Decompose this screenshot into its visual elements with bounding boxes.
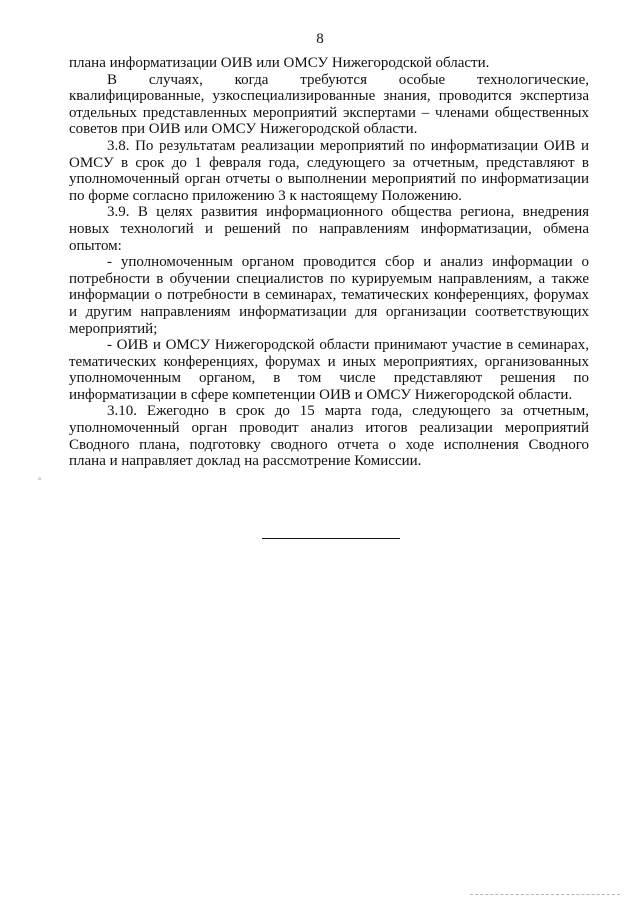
text-line: потребности в обучении специалистов по курируемым направлениям, а также <box>69 270 589 287</box>
document-body <box>69 55 589 470</box>
text-line: ОМСУ в срок до 1 февраля года, следующего за отчетным, представляют в <box>69 154 589 171</box>
end-of-text-separator <box>262 538 400 539</box>
text-line: и другим направлениям информатизации для организации соответствующих <box>69 303 589 320</box>
text-line: информатизации в сфере компетенции ОИВ и ОМСУ Нижегородской области. <box>69 386 573 403</box>
text-line: уполномоченный орган проводит анализ итогов реализации мероприятий <box>69 420 589 437</box>
text-line: В случаях, когда требуются особые технологические, <box>107 71 589 88</box>
text-line: новых технологий и решений по направлениям информатизации, обмена <box>69 220 589 237</box>
text-line: тематических конференциях, форумах и иных мероприятиях, организованных <box>69 353 589 370</box>
text-line: опытом: <box>69 237 122 254</box>
text-line: плана информатизации ОИВ или ОМСУ Нижегородской области. <box>69 55 490 71</box>
page-number: 8 <box>316 31 324 47</box>
text-line: 3.9. В целях развития информационного общества региона, внедрения <box>107 204 589 221</box>
text-line: мероприятий; <box>69 320 158 337</box>
text-line: - уполномоченным органом проводится сбор и анализ информации о <box>107 254 589 271</box>
margin-scan-mark: ° <box>38 476 42 485</box>
text-line: квалифицированные, узкоспециализированные знания, проводится экспертиза <box>69 88 589 105</box>
text-line: советов при ОИВ или ОМСУ Нижегородской области. <box>69 121 418 138</box>
text-line: плана и направляет доклад на рассмотрение Комиссии. <box>69 453 422 470</box>
text-line: 3.10. Ежегодно в срок до 15 марта года, следующего за отчетным, <box>107 403 589 420</box>
text-line: уполномоченным органом, в том числе представляют решения по <box>69 370 589 387</box>
text-line: по форме согласно приложению 3 к настоящему Положению. <box>69 187 462 204</box>
scan-artifact-line <box>470 894 620 898</box>
text-line: - ОИВ и ОМСУ Нижегородской области принимают участие в семинарах, <box>107 337 589 354</box>
text-line: отдельных представленных мероприятий экспертами – членами общественных <box>69 104 589 121</box>
text-line: 3.8. По результатам реализации мероприятий по информатизации ОИВ и <box>107 137 589 154</box>
text-line: информации о потребности в семинарах, тематических конференциях, форумах <box>69 287 589 304</box>
text-line: Сводного плана, подготовку сводного отчета о ходе исполнения Сводного <box>69 436 589 453</box>
text-line: уполномоченный орган отчеты о выполнении мероприятий по информатизации <box>69 171 589 188</box>
